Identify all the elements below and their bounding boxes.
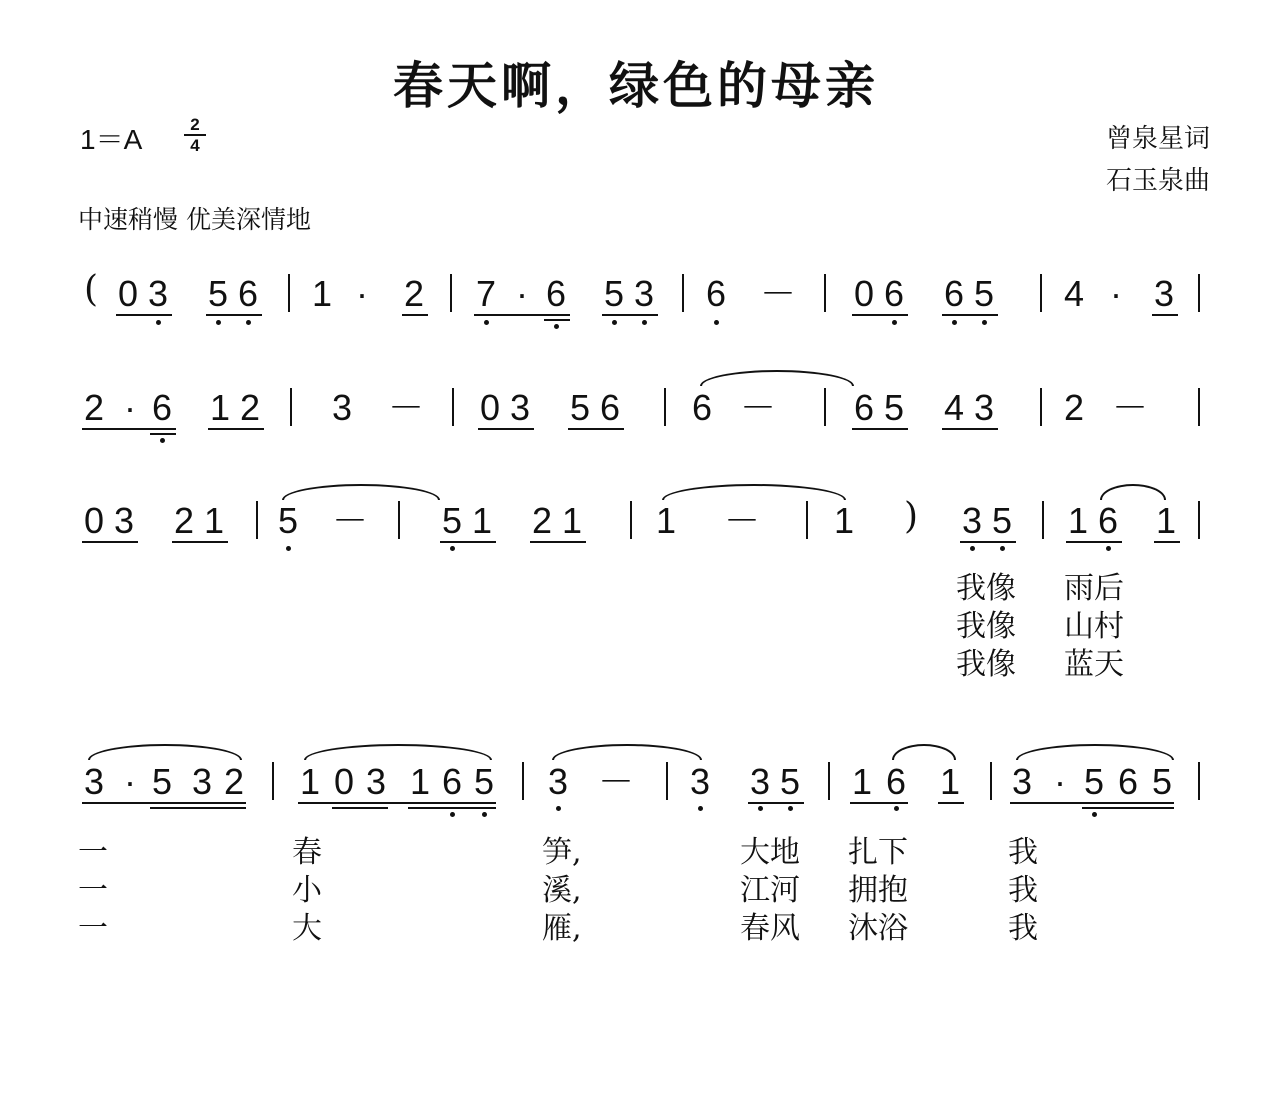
barline	[1040, 388, 1042, 426]
tie	[700, 370, 854, 386]
note: 3	[191, 761, 213, 802]
beam	[82, 541, 138, 543]
note: 1	[203, 500, 225, 541]
note: 3	[633, 273, 655, 314]
augmentation-dot: ·	[356, 273, 368, 314]
barline	[450, 274, 452, 312]
song-title: 春天啊，绿色的母亲	[393, 56, 879, 115]
note: 0	[83, 500, 105, 541]
barline	[664, 388, 666, 426]
octave-dot	[286, 546, 291, 551]
barline	[824, 274, 826, 312]
note: 1	[833, 500, 855, 541]
slur	[1100, 484, 1166, 500]
note: 3	[973, 387, 995, 428]
note: 5	[207, 273, 229, 314]
note: 3	[1011, 761, 1033, 802]
tie	[662, 484, 846, 500]
octave-dot	[1106, 546, 1111, 551]
note: 6	[1097, 500, 1119, 541]
barline	[272, 762, 274, 800]
beam	[1154, 541, 1180, 543]
beam	[1152, 314, 1178, 316]
lyric: 笋,	[542, 835, 582, 870]
note: 6	[599, 387, 621, 428]
note: 5	[473, 761, 495, 802]
note: 5	[277, 500, 299, 541]
note: 6	[1117, 761, 1139, 802]
note: 2	[83, 387, 105, 428]
tempo-marking: 中速稍慢 优美深情地	[78, 205, 311, 234]
lyric: 我	[1008, 911, 1038, 946]
octave-dot	[554, 324, 559, 329]
lyric: 山村	[1064, 609, 1124, 644]
beam	[172, 541, 228, 543]
octave-dot	[894, 806, 899, 811]
sustain-dash: －	[598, 761, 635, 802]
note: 1	[471, 500, 493, 541]
note: 6	[853, 387, 875, 428]
note: 3	[83, 761, 105, 802]
octave-dot	[1000, 546, 1005, 551]
barline	[1042, 501, 1044, 539]
note: 3	[749, 761, 771, 802]
note: 1	[939, 761, 961, 802]
octave-dot	[484, 320, 489, 325]
note: 5	[151, 761, 173, 802]
note: 5	[779, 761, 801, 802]
beam	[208, 428, 264, 430]
beam	[332, 807, 388, 809]
octave-dot	[450, 812, 455, 817]
beam	[852, 314, 908, 316]
lyric: 我	[1008, 835, 1038, 870]
tie	[282, 484, 440, 500]
beam	[852, 428, 908, 430]
lyric: 我	[1008, 873, 1038, 908]
lyric: 雨后	[1064, 571, 1124, 606]
note: 2	[531, 500, 553, 541]
beam	[530, 541, 586, 543]
augmentation-dot: ·	[1110, 273, 1122, 314]
beam	[960, 541, 1016, 543]
time-signature	[184, 116, 206, 154]
sustain-dash: －	[760, 273, 797, 314]
octave-dot	[160, 438, 165, 443]
lyric: 拥抱	[848, 873, 908, 908]
barline	[806, 501, 808, 539]
sustain-dash: －	[724, 500, 761, 541]
note: 5	[973, 273, 995, 314]
beam	[1010, 802, 1174, 804]
octave-dot	[982, 320, 987, 325]
octave-dot	[556, 806, 561, 811]
time-signature-bottom: 4	[190, 136, 200, 155]
beam	[82, 802, 246, 804]
slur	[892, 744, 956, 760]
octave-dot	[892, 320, 897, 325]
beam	[1066, 541, 1122, 543]
beam	[408, 807, 496, 809]
barline	[288, 274, 290, 312]
note: 5	[603, 273, 625, 314]
barline	[666, 762, 668, 800]
note: 3	[365, 761, 387, 802]
beam	[402, 314, 428, 316]
beam	[478, 428, 534, 430]
note: 2	[1063, 387, 1085, 428]
note: 3	[961, 500, 983, 541]
lyric: 扎下	[848, 835, 908, 870]
beam	[942, 428, 998, 430]
lyric: 我像	[956, 609, 1016, 644]
beam	[150, 807, 246, 809]
barline	[1198, 762, 1200, 800]
octave-dot	[970, 546, 975, 551]
paren-close: )	[904, 496, 919, 537]
beam	[474, 314, 570, 316]
note: 5	[883, 387, 905, 428]
barline	[1040, 274, 1042, 312]
octave-dot	[482, 812, 487, 817]
note: 0	[333, 761, 355, 802]
barline	[398, 501, 400, 539]
note: 5	[569, 387, 591, 428]
barline	[682, 274, 684, 312]
note: 2	[403, 273, 425, 314]
beam	[206, 314, 262, 316]
lyric: 大地	[740, 835, 800, 870]
barline	[828, 762, 830, 800]
sustain-dash: －	[388, 387, 425, 428]
barline	[990, 762, 992, 800]
note: 3	[331, 387, 353, 428]
note: 1	[655, 500, 677, 541]
beam	[602, 314, 658, 316]
key-signature: 1＝A	[80, 124, 143, 155]
barline	[1198, 501, 1200, 539]
beam	[150, 433, 176, 435]
lyric: 一	[78, 835, 108, 870]
note: 5	[441, 500, 463, 541]
note: 1	[311, 273, 333, 314]
note: 6	[883, 273, 905, 314]
lyric: 江河	[740, 873, 800, 908]
lyric: 一	[78, 911, 108, 946]
time-signature-top: 2	[190, 115, 200, 134]
note: 1	[851, 761, 873, 802]
note: 5	[991, 500, 1013, 541]
lyric: 溪,	[542, 873, 582, 908]
sustain-dash: －	[740, 387, 777, 428]
note: 6	[885, 761, 907, 802]
lyric: 小	[292, 873, 322, 908]
lyricist-credit: 曾泉星词	[1105, 124, 1210, 154]
note: 3	[689, 761, 711, 802]
composer-credit: 石玉泉曲	[1105, 166, 1210, 196]
octave-dot	[758, 806, 763, 811]
note: 6	[237, 273, 259, 314]
beam	[116, 314, 172, 316]
note: 1	[561, 500, 583, 541]
beam	[568, 428, 624, 430]
octave-dot	[1092, 812, 1097, 817]
beam	[82, 428, 176, 430]
augmentation-dot: ·	[124, 761, 136, 802]
note: 2	[173, 500, 195, 541]
note: 2	[239, 387, 261, 428]
tie	[552, 744, 702, 760]
barline	[290, 388, 292, 426]
slur	[1016, 744, 1174, 760]
beam	[942, 314, 998, 316]
note: 5	[1083, 761, 1105, 802]
beam	[298, 802, 496, 804]
note: 3	[113, 500, 135, 541]
barline	[256, 501, 258, 539]
note: 1	[1155, 500, 1177, 541]
beam	[544, 319, 570, 321]
note: 5	[1151, 761, 1173, 802]
lyric: 蓝天	[1064, 647, 1124, 682]
barline	[452, 388, 454, 426]
note: 7	[475, 273, 497, 314]
octave-dot	[714, 320, 719, 325]
note: 2	[223, 761, 245, 802]
note: 1	[209, 387, 231, 428]
slur	[304, 744, 492, 760]
octave-dot	[450, 546, 455, 551]
octave-dot	[952, 320, 957, 325]
augmentation-dot: ·	[124, 387, 136, 428]
barline	[824, 388, 826, 426]
barline	[1198, 388, 1200, 426]
note: 0	[853, 273, 875, 314]
paren-open: (	[84, 269, 99, 310]
sustain-dash: －	[1112, 387, 1149, 428]
note: 6	[151, 387, 173, 428]
note: 4	[1063, 273, 1085, 314]
lyric: 一	[78, 873, 108, 908]
lyric: 大	[292, 911, 322, 946]
note: 1	[409, 761, 431, 802]
beam	[850, 802, 908, 804]
octave-dot	[612, 320, 617, 325]
barline	[630, 501, 632, 539]
sustain-dash: －	[332, 500, 369, 541]
octave-dot	[246, 320, 251, 325]
note: 6	[705, 273, 727, 314]
note: 6	[545, 273, 567, 314]
note: 6	[691, 387, 713, 428]
augmentation-dot: ·	[1054, 761, 1066, 802]
note: 3	[147, 273, 169, 314]
lyric: 雁,	[542, 911, 582, 946]
barline	[1198, 274, 1200, 312]
lyric: 春	[292, 835, 322, 870]
beam	[748, 802, 804, 804]
slur	[88, 744, 242, 760]
lyric: 春风	[740, 911, 800, 946]
barline	[522, 762, 524, 800]
augmentation-dot: ·	[516, 273, 528, 314]
note: 6	[441, 761, 463, 802]
lyric: 沐浴	[848, 911, 908, 946]
note: 1	[1067, 500, 1089, 541]
note: 6	[943, 273, 965, 314]
octave-dot	[156, 320, 161, 325]
beam	[1082, 807, 1174, 809]
octave-dot	[698, 806, 703, 811]
lyric: 我像	[956, 571, 1016, 606]
octave-dot	[216, 320, 221, 325]
note: 0	[479, 387, 501, 428]
lyric: 我像	[956, 647, 1016, 682]
octave-dot	[788, 806, 793, 811]
beam	[440, 541, 496, 543]
note: 3	[509, 387, 531, 428]
beam	[938, 802, 964, 804]
note: 0	[117, 273, 139, 314]
octave-dot	[642, 320, 647, 325]
note: 3	[547, 761, 569, 802]
note: 4	[943, 387, 965, 428]
note: 1	[299, 761, 321, 802]
note: 3	[1153, 273, 1175, 314]
